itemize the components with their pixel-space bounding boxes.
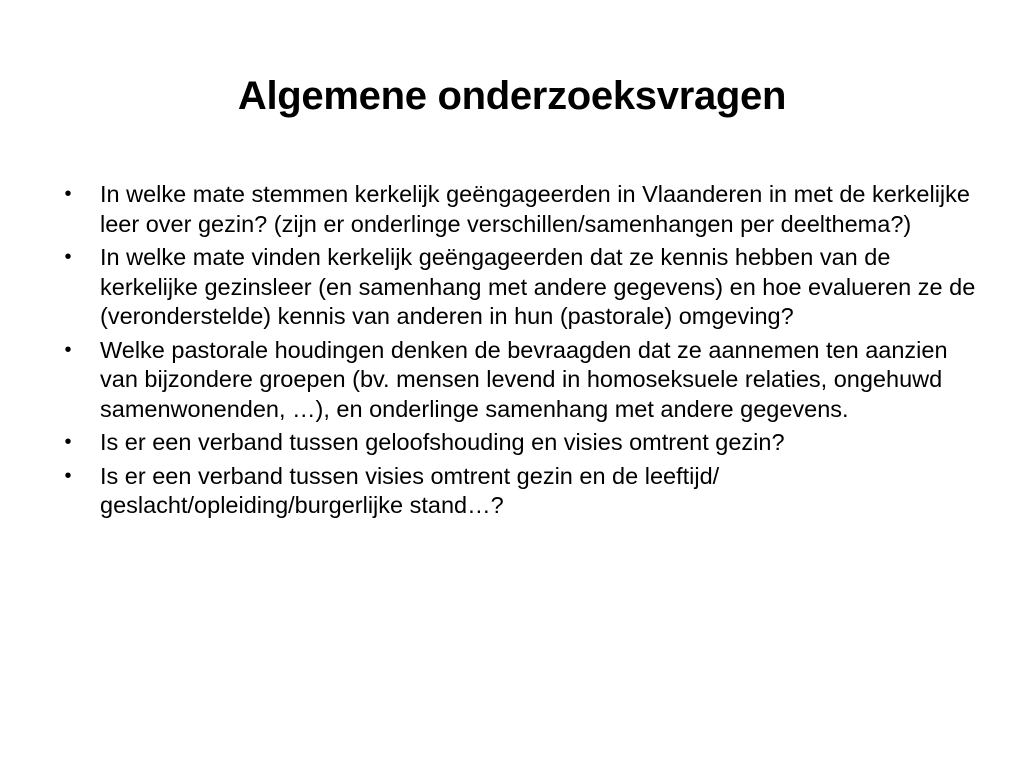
bullet-text-2: In welke mate vinden kerkelijk geëngageerden dat ze kennis hebben van de kerkelijke gezinsleer (en samenhang met andere gegevens) en hoe evalueren ze de (veronderstelde) kennis van anderen in hun (pastorale) omgeving? — [100, 244, 976, 329]
bullet-icon: • — [64, 464, 72, 487]
bullet-icon: • — [64, 246, 72, 268]
bullet-list — [58, 180, 978, 525]
slide-title: Algemene onderzoeksvragen — [237, 74, 787, 118]
bullet-item-5 — [58, 462, 978, 521]
bullet-text-4: Is er een verband tussen geloofshouding en visies omtrent gezin? — [100, 429, 785, 455]
bullet-icon: • — [64, 183, 72, 205]
bullet-item-4 — [58, 428, 978, 458]
bullet-icon: • — [64, 431, 72, 453]
bullet-text-1: In welke mate stemmen kerkelijk geëngageerden in Vlaanderen in met de kerkelijke leer over gezin? (zijn er onderlinge verschillen/samenhangen per deelthema?) — [100, 181, 970, 237]
bullet-text-3: Welke pastorale houdingen denken de bevraagden dat ze aannemen ten aanzien van bijzondere groepen (bv. mensen levend in homoseksuele relaties, ongehuwd samenwonenden, …), en onderlinge samenhang met andere gegevens. — [100, 336, 948, 422]
bullet-text-5: Is er een verband tussen visies omtrent gezin en de leeftijd/ geslacht/opleiding/burgerlijke stand…? — [100, 462, 720, 518]
bullet-icon: • — [64, 338, 72, 361]
bullet-item-1 — [58, 180, 978, 239]
bullet-item-3 — [58, 336, 978, 425]
bullet-item-2 — [58, 243, 978, 332]
